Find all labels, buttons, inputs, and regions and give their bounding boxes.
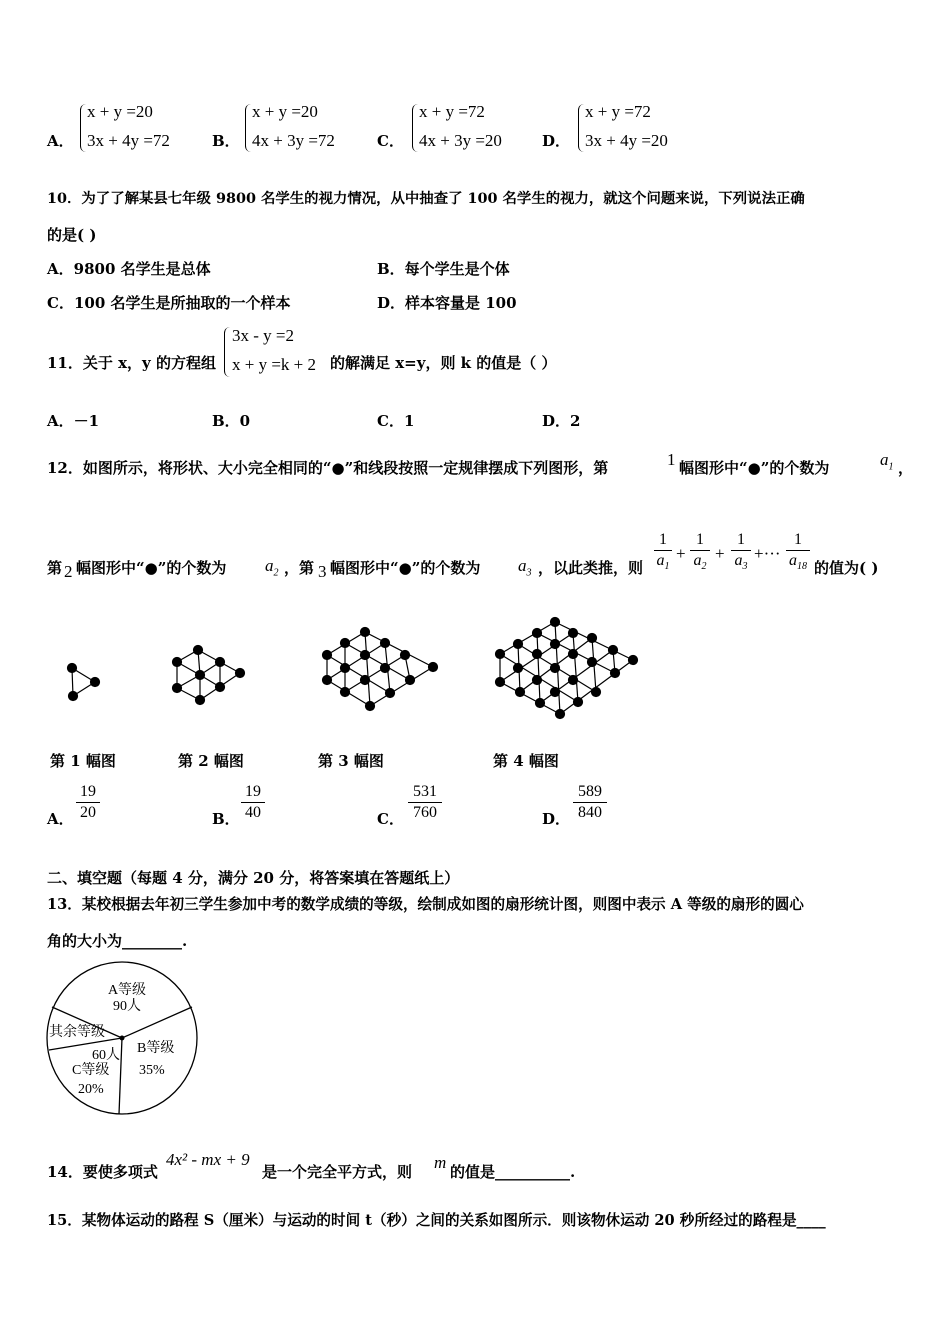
q9-option-b-label: B． bbox=[212, 132, 240, 150]
q12-stem-line2f: 的值为( ) bbox=[814, 559, 879, 577]
q12-a2-var: a bbox=[265, 556, 274, 575]
q12-option-b-label: B． bbox=[212, 810, 240, 828]
q12-sum-term-18-den: $a_{18}$ bbox=[789, 552, 807, 573]
pie-other-value: 60人 bbox=[92, 1048, 120, 1063]
q12-option-c-fraction: 531 760 bbox=[408, 783, 442, 822]
q12-sum-term-2-num: 1 bbox=[696, 531, 704, 548]
q12-stem-line2e: ，以此类推，则 bbox=[538, 559, 644, 577]
q11-eq1: 3x - y =2 bbox=[232, 326, 294, 345]
q12-sum-term-1-num: 1 bbox=[659, 531, 667, 548]
q9-option-a-label: A． bbox=[47, 132, 74, 150]
q12-plus-dots: +··· bbox=[754, 544, 781, 563]
q12-sum-term-3 bbox=[731, 531, 751, 572]
q11-suffix: 的解满足 x=y，则 k 的值是（ ） bbox=[330, 354, 557, 372]
q12-n3: 3 bbox=[318, 562, 327, 581]
q12-sum-term-18-num: 1 bbox=[794, 531, 802, 548]
section-2-heading: 二、填空题（每题 4 分，满分 20 分，将答案填在答题纸上） bbox=[47, 869, 460, 887]
q12-option-a-label: A． bbox=[47, 810, 74, 828]
q12-stem-line1: 12．如图所示，将形状、大小完全相同的“●”和线段按照一定规律摆成下列图形，第 bbox=[47, 459, 609, 477]
q12-sum-term-3-den: $a_3$ bbox=[734, 552, 748, 573]
q12-figure-3-caption: 第 3 幅图 bbox=[318, 752, 384, 770]
q12-a1 bbox=[880, 450, 894, 472]
q12-stem-line2d: 幅图形中“●”的个数为 bbox=[330, 559, 481, 577]
q9-option-a-eq2: 3x + 4y =72 bbox=[87, 131, 170, 150]
q12-a3-sub: 3 bbox=[526, 567, 532, 579]
q12-stem-line2c: ，第 bbox=[284, 559, 315, 577]
pie-other-label: 其余等级 bbox=[49, 1025, 105, 1040]
q9-option-d-eq1: x + y =72 bbox=[585, 102, 651, 121]
q13-stem-line2: 角的大小为________. bbox=[47, 932, 188, 950]
q10-option-a: A．9800 名学生是总体 bbox=[47, 260, 211, 278]
pie-c-value: 20% bbox=[78, 1082, 104, 1097]
q14-m: m bbox=[434, 1153, 447, 1172]
q9-option-d-eq2: 3x + 4y =20 bbox=[585, 131, 668, 150]
q12-a3 bbox=[518, 556, 532, 578]
q9-option-c-label: C． bbox=[377, 132, 404, 150]
pie-b-label: B等级 bbox=[137, 1041, 175, 1056]
q9-option-c-brace bbox=[412, 104, 419, 152]
q12-n1: 1 bbox=[667, 450, 676, 469]
q12-figure-4-caption: 第 4 幅图 bbox=[493, 752, 559, 770]
q12-a1-sub: 1 bbox=[888, 461, 894, 473]
q9-option-d-brace bbox=[578, 104, 585, 152]
q11-option-b: B．0 bbox=[212, 412, 251, 430]
q11-option-c: C．1 bbox=[377, 412, 415, 430]
q12-figure-1 bbox=[68, 664, 100, 701]
q10-stem-line2: 的是( ) bbox=[47, 226, 97, 244]
q11-option-a: A．－1 bbox=[47, 412, 100, 430]
q12-sum-term-18 bbox=[786, 531, 810, 572]
q9-option-a-brace bbox=[80, 104, 87, 152]
q12-option-d-fraction: 589 840 bbox=[573, 783, 607, 822]
q12-option-a-fraction: 19 20 bbox=[76, 783, 100, 822]
q11-brace bbox=[224, 327, 231, 377]
q9-option-b-brace bbox=[245, 104, 252, 152]
q12-figure-2-caption: 第 2 幅图 bbox=[178, 752, 244, 770]
q14-mid: 是一个完全平方式，则 bbox=[262, 1163, 413, 1181]
q12-plus-2: + bbox=[715, 544, 725, 563]
q12-figure-3 bbox=[323, 628, 438, 711]
q13-stem-line1: 13．某校根据去年初三学生参加中考的数学成绩的等级，绘制成如图的扇形统计图，则图中表示 A 等级的扇形的圆心 bbox=[47, 896, 804, 913]
q12-sum-term-2 bbox=[690, 531, 710, 572]
q14-expression: 4x² - mx + 9 bbox=[166, 1150, 250, 1169]
q12-stem-line1b: 幅图形中“●”的个数为 bbox=[679, 459, 830, 477]
q9-option-d-label: D． bbox=[542, 132, 571, 150]
q12-a1-var: a bbox=[880, 450, 889, 469]
q9-option-b-eq1: x + y =20 bbox=[252, 102, 318, 121]
q12-plus-1: + bbox=[676, 544, 686, 563]
q12-sum-term-2-den: $a_2$ bbox=[693, 552, 707, 573]
pie-a-label: A等级 bbox=[107, 983, 147, 998]
q12-option-c-label: C． bbox=[377, 810, 404, 828]
q12-a2-sub: 2 bbox=[273, 567, 279, 579]
q12-a3-var: a bbox=[518, 556, 527, 575]
pie-b-value: 35% bbox=[139, 1063, 165, 1078]
q12-comma: ， bbox=[898, 459, 914, 477]
q12-sum-term-3-num: 1 bbox=[737, 531, 745, 548]
q14-prefix: 14．要使多项式 bbox=[47, 1163, 158, 1181]
q9-option-c-eq1: x + y =72 bbox=[419, 102, 485, 121]
q12-n2: 2 bbox=[64, 562, 73, 581]
q12-figure-2 bbox=[173, 646, 245, 705]
q10-option-d: D．样本容量是 100 bbox=[377, 294, 517, 312]
q12-sum-term-1-den: $a_1$ bbox=[656, 552, 670, 573]
q12-stem-line2a: 第 bbox=[47, 559, 63, 577]
q10-stem-line1: 10．为了了解某县七年级 9800 名学生的视力情况，从中抽查了 100 名学生的视力，就这个问题来说，下列说法正确 bbox=[47, 190, 805, 207]
q9-option-a-eq1: x + y =20 bbox=[87, 102, 153, 121]
q9-option-b-eq2: 4x + 3y =72 bbox=[252, 131, 335, 150]
q11-option-d: D．2 bbox=[542, 412, 581, 430]
q10-option-c: C．100 名学生是所抽取的一个样本 bbox=[47, 294, 291, 312]
q12-dot-pattern-figures bbox=[40, 610, 660, 730]
pie-a-value: 90人 bbox=[113, 999, 141, 1014]
pie-c-label: C等级 bbox=[72, 1063, 110, 1078]
q12-a2 bbox=[265, 556, 279, 578]
q10-option-b: B．每个学生是个体 bbox=[377, 260, 510, 278]
q11-eq2: x + y =k + 2 bbox=[232, 355, 317, 374]
q13-pie-chart bbox=[44, 960, 214, 1120]
q11-prefix: 11．关于 x，y 的方程组 bbox=[47, 354, 216, 372]
q14-suffix: 的值是__________. bbox=[450, 1163, 576, 1181]
q15-stem-line1: 15．某物体运动的路程 S（厘米）与运动的时间 t（秒）之间的关系如图所示．则该物休运动 20 秒所经过的路程是____ bbox=[47, 1212, 826, 1229]
q12-option-b-fraction: 19 40 bbox=[241, 783, 265, 822]
q9-option-c-eq2: 4x + 3y =20 bbox=[419, 131, 502, 150]
q12-figure-4 bbox=[496, 618, 638, 719]
q12-stem-line2b: 幅图形中“●”的个数为 bbox=[76, 559, 227, 577]
q12-sum-term-1 bbox=[654, 531, 672, 572]
q12-option-d-label: D． bbox=[542, 810, 571, 828]
q12-figure-1-caption: 第 1 幅图 bbox=[50, 752, 116, 770]
